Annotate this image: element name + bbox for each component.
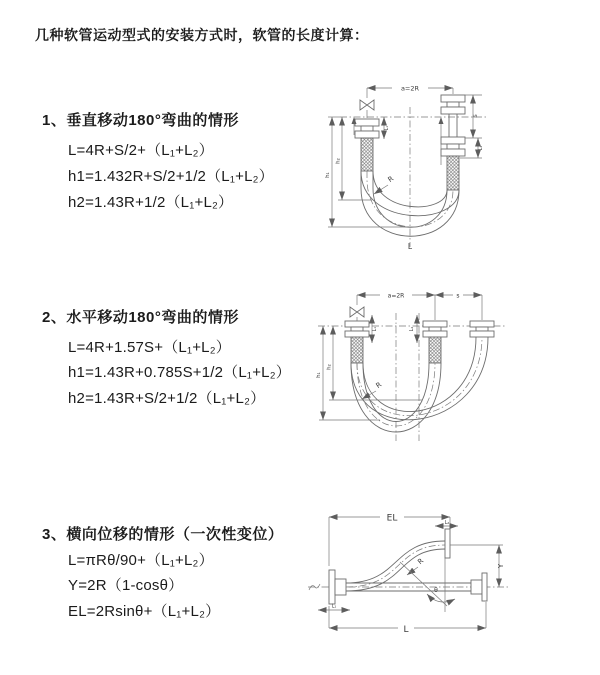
hose-curve bbox=[351, 337, 488, 420]
dim-label-r: R bbox=[374, 380, 384, 391]
dim-label-s: s bbox=[456, 292, 460, 300]
dim-label-h2: h₂ bbox=[326, 364, 333, 370]
valve-icon bbox=[350, 307, 364, 317]
dim-label-h2: h₂ bbox=[335, 158, 342, 164]
page-title: 几种软管运动型式的安装方式时，软管的长度计算： bbox=[35, 27, 369, 43]
left-fitting bbox=[345, 321, 369, 363]
section-3-heading: 3、横向位移的情形（一次性变位） bbox=[42, 526, 284, 543]
hose-curve bbox=[363, 337, 476, 412]
upper-fitting-displaced bbox=[445, 529, 450, 558]
section-2-formula-3: h2=1.43R+S/2+1/2（L₁+L₂） bbox=[68, 390, 266, 407]
hose-centerline bbox=[346, 545, 445, 587]
dim-label-a2r: a=2R bbox=[400, 84, 420, 93]
section-2-formula-2: h1=1.43R+0.785S+1/2（L₁+L₂） bbox=[68, 364, 291, 381]
dim-label-l1: L₁ bbox=[331, 604, 337, 610]
dim-label-y: Y bbox=[497, 563, 505, 569]
dim-label-l: L bbox=[403, 625, 409, 635]
section-3-formula-1: L=πRθ/90+（L₁+L₂） bbox=[68, 552, 214, 569]
section-1-formula-3: h2=1.43R+1/2（L₁+L₂） bbox=[68, 194, 234, 211]
dim-label-a2r: a=2R bbox=[387, 292, 405, 300]
diagram-lateral-displacement bbox=[300, 500, 600, 650]
hose-displaced bbox=[346, 541, 445, 583]
braided-hose-section bbox=[447, 156, 459, 190]
dim-label-l2: L₂ bbox=[444, 521, 450, 526]
section-1-heading: 1、垂直移动180°弯曲的情形 bbox=[42, 112, 239, 129]
dim-label-r: R bbox=[416, 556, 426, 567]
section-3-formula-3: EL=2Rsinθ+（L₁+L₂） bbox=[68, 603, 221, 620]
valve-icon bbox=[360, 100, 374, 110]
hose-centerline bbox=[357, 337, 482, 416]
left-fitting bbox=[329, 570, 346, 604]
middle-fitting bbox=[423, 321, 447, 363]
section-3-formula-2: Y=2R（1-cosθ） bbox=[68, 577, 184, 594]
right-fitting-original bbox=[471, 573, 487, 601]
dim-label-l: L bbox=[407, 242, 413, 251]
dim-label-l2: L₂ bbox=[479, 145, 484, 151]
left-fitting bbox=[355, 119, 379, 171]
dim-label-r: R bbox=[386, 174, 396, 185]
dim-label-h1: h₁ bbox=[325, 172, 331, 178]
reference-arrow bbox=[439, 117, 444, 124]
braided-hose-section bbox=[361, 138, 373, 171]
section-1-formula-2: h1=1.432R+S/2+1/2（L₁+L₂） bbox=[68, 168, 274, 185]
braided-hose-section bbox=[351, 337, 363, 363]
dim-label-h1: h₁ bbox=[316, 372, 322, 378]
hose-displaced bbox=[346, 549, 445, 591]
radius-line bbox=[400, 562, 447, 606]
right-fitting-displaced bbox=[470, 321, 494, 337]
diagram-vertical-180-bend bbox=[310, 75, 530, 260]
diagram-horizontal-180-bend bbox=[310, 285, 530, 460]
dim-label-l1: L₁ bbox=[373, 326, 378, 332]
section-2-heading: 2、水平移动180°弯曲的情形 bbox=[42, 309, 239, 326]
dim-label-theta: θ bbox=[434, 587, 438, 594]
right-fitting bbox=[441, 95, 465, 190]
section-1-formula-1: L=4R+S/2+（L₁+L₂） bbox=[68, 142, 214, 159]
dim-label-s: S bbox=[473, 114, 479, 118]
dim-label-l2: L₂ bbox=[410, 326, 415, 332]
dim-label-el: EL bbox=[386, 513, 398, 524]
section-2-formula-1: L=4R+1.57S+（L₁+L₂） bbox=[68, 339, 231, 356]
dim-label-l1: L₁ bbox=[385, 125, 390, 131]
braided-hose-section bbox=[429, 337, 441, 363]
